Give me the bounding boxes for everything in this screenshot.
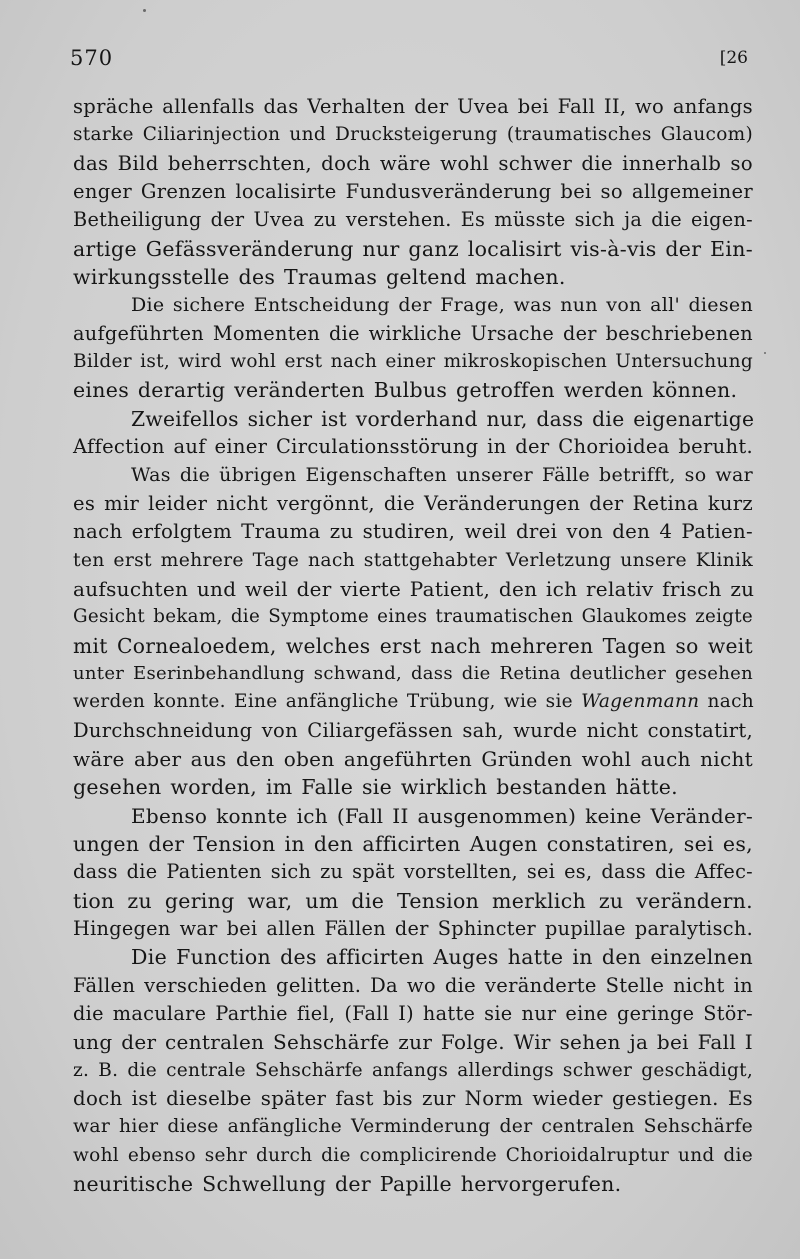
scan-speck xyxy=(764,352,766,354)
text-line: ung der centralen Sehschärfe zur Folge. Wir sehen ja bei Fall I xyxy=(73,1030,753,1055)
text-line: neuritische Schwellung der Papille hervorgerufen. xyxy=(73,1172,622,1197)
text-line: eines derartig veränderten Bulbus getroffen werden können. xyxy=(73,378,738,403)
text-line: dass die Patienten sich zu spät vorstellten, sei es, dass die Affec- xyxy=(73,860,753,884)
paragraph-function-of-eye xyxy=(73,943,753,1198)
paragraph-decision-question xyxy=(73,291,753,404)
text-line: wäre aber aus den oben angeführten Gründen wohl auch nicht xyxy=(73,746,753,771)
text-line: Was die übrigen Eigenschaften unserer Fälle betrifft, so war xyxy=(131,464,753,487)
author-name-wagenmann: Wagenmann xyxy=(581,691,700,713)
text-line: wohl ebenso sehr durch die complicirende Chorioidalruptur und die xyxy=(73,1144,753,1166)
text-line: Betheiligung der Uvea zu verstehen. Es müsste sich ja die eigen- xyxy=(73,208,753,232)
text-line: spräche allenfalls das Verhalten der Uvea bei Fall II, wo anfangs xyxy=(73,95,753,118)
text-line: Durchschneidung von Ciliargefässen sah, wurde nicht constatirt, xyxy=(73,718,753,742)
text-line-wagenmann: werden konnte. Eine anfängliche Trübung, wie sie Wagenmann nach xyxy=(73,691,754,713)
text-line: enger Grenzen localisirte Fundusveränderung bei so allgemeiner xyxy=(73,180,753,204)
text-line-with-italic-name xyxy=(73,688,753,716)
text-line: aufsuchten und weil der vierte Patient, den ich relativ frisch zu xyxy=(73,576,755,601)
text-line: es mir leider nicht vergönnt, die Veränderungen der Retina kurz xyxy=(73,491,753,515)
text-line: die maculare Parthie fiel, (Fall I) hatte sie nur eine geringe Stör- xyxy=(73,1002,753,1025)
text-line: ungen der Tension in den afficirten Augen constatiren, sei es, xyxy=(73,831,753,856)
text-line: wirkungsstelle des Traumas geltend machen. xyxy=(73,265,566,290)
text-line: war hier diese anfängliche Verminderung der centralen Sehschärfe xyxy=(73,1116,753,1138)
text-line: Fällen verschieden gelitten. Da wo die veränderte Stelle nicht in xyxy=(73,973,753,997)
text-line: Die Function des afficirten Auges hatte in den einzelnen xyxy=(131,945,753,970)
text-line: unter Eserinbehandlung schwand, dass die Retina deutlicher gesehen xyxy=(73,662,753,684)
text-line: starke Ciliarinjection und Drucksteigerung (traumatisches Glaucom) xyxy=(73,124,753,146)
page-number: 570 xyxy=(70,46,114,70)
paragraph-certain-conclusion xyxy=(73,405,753,462)
text-line: Hingegen war bei allen Fällen der Sphincter pupillae paralytisch. xyxy=(73,916,753,940)
text-line: nach erfolgtem Trauma zu studiren, weil drei von den 4 Patien- xyxy=(73,520,753,544)
text-line: Zweifellos sicher ist vorderhand nur, dass die eigenartige xyxy=(131,406,755,431)
paragraph-tension xyxy=(73,802,753,944)
text-line: artige Gefässveränderung nur ganz localisirt vis-à-vis der Ein- xyxy=(73,236,753,261)
text-line: Ebenso konnte ich (Fall II ausgenommen) keine Veränder- xyxy=(131,803,753,828)
text-line: Affection auf einer Circulationsstörung in der Chorioidea beruht. xyxy=(73,435,753,459)
paragraph-other-properties xyxy=(73,461,753,801)
text-line: mit Cornealoedem, welches erst nach mehreren Tagen so weit xyxy=(73,633,753,658)
text-line: Die sichere Entscheidung der Frage, was nun von all' diesen xyxy=(131,294,753,317)
text-line: doch ist dieselbe später fast bis zur Norm wieder gestiegen. Es xyxy=(73,1087,753,1111)
text-line: das Bild beherrschten, doch wäre wohl schwer die innerhalb so xyxy=(73,151,753,175)
text-line: Gesicht bekam, die Symptome eines traumatischen Glaukomes zeigte xyxy=(73,606,753,628)
body-text xyxy=(73,93,753,1198)
text-line: tion zu gering war, um die Tension merklich zu verändern. xyxy=(73,888,753,913)
paragraph-uvea-behaviour xyxy=(73,93,753,291)
text-line: z. B. die centrale Sehschärfe anfangs allerdings schwer geschädigt, xyxy=(73,1059,753,1081)
page-header xyxy=(0,46,800,76)
text-line: aufgeführten Momenten die wirkliche Ursache der beschriebenen xyxy=(73,321,753,345)
text-line: Bilder ist, wird wohl erst nach einer mikroskopischen Untersuchung xyxy=(73,351,753,373)
text-line: gesehen worden, im Falle sie wirklich bestanden hätte. xyxy=(73,775,678,800)
scan-speck xyxy=(143,9,146,12)
text-line: ten erst mehrere Tage nach stattgehabter Verletzung unsere Klinik xyxy=(73,549,753,571)
sheet-signature-mark: [26 xyxy=(719,48,748,68)
